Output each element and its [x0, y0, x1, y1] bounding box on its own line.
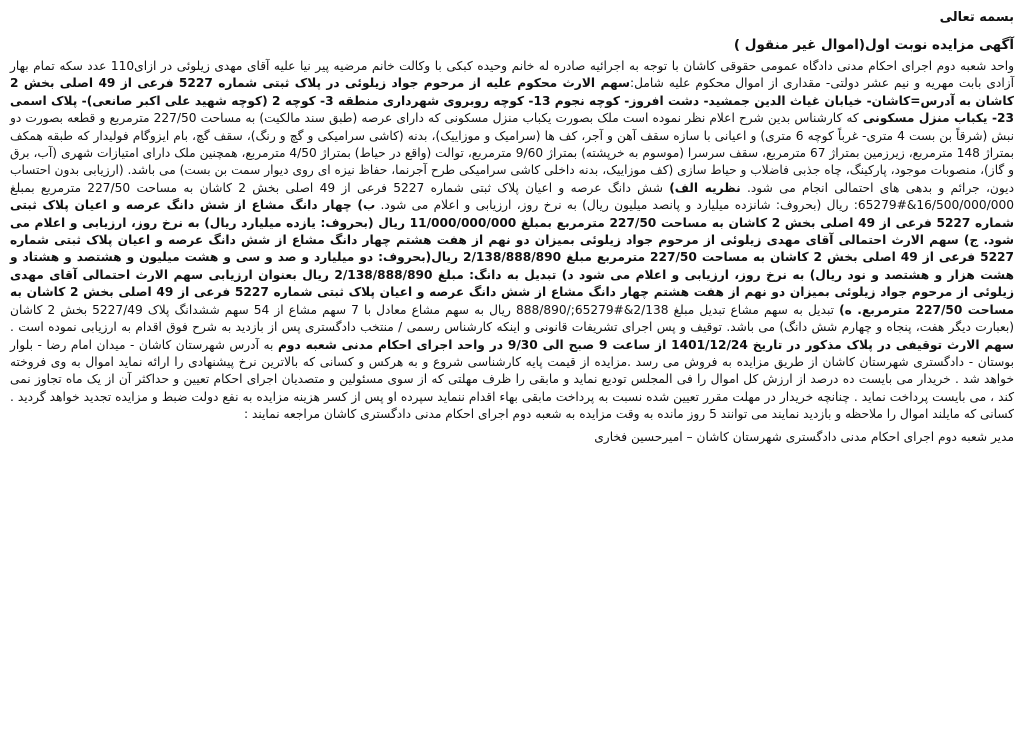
notice-intro: واحد شعبه دوم اجرای احکام مدنی دادگاه عمومی حقوقی کاشان با توجه به اجرائیه صادره له خانم وحیده کبکی با وکالت خانم مرضیه پیر نیا علیه آقای مهدی زیلوئی در ازای110 عدد سکه تمام بهار آزادی بابت مهریه و نیم عشر دولتی- مقداری از اموال محکوم علیه شامل:	[10, 59, 1014, 91]
opinion-b-through-d: ب) چهار دانگ مشاع از شش دانگ عرصه و اعیان پلاک ثبتی شماره 5227 فرعی از 49 اصلی بخش 2 کاشان به مساحت 227/50 مترمربع بمبلغ 11/000/000/000 ریال (بحروف: یازده میلیارد ریال) به نرخ روز، ارزیابی و اعلام می شود. ج) سهم الارث احتمالی آقای مهدی زیلوئی از مرحوم جواد زیلوئی بمیزان دو نهم از هفت هشتم چهار دانگ مشاع از شش دانگ عرصه و اعیان پلاک ثبتی شماره 5227 فرعی از 49 اصلی بخش 2 کاشان به مساحت 227/50 مترمربع مبلغ 2/138/888/890 ریال(بحروف: دو میلیارد و صد و سی و هشت میلیون و هشتصد و هشتاد و هشت هزار و هشتصد و نود ریال) به نرخ روز، ارزیابی و اعلام می شود د) تبدیل به دانگ: مبلغ 2/138/888/890 ریال بعنوان ارزیابی سهم الارث احتمالی آقای مهدی زیلوئی از مرحوم جواد زیلوئی بمیزان دو نهم از هفت هشتم چهار دانگ مشاع از شش دانگ عرصه و اعیان پلاک ثبتی شماره 5227 فرعی از 49 اصلی بخش 2 کاشان به مساحت 227/50 مترمربع. ه)	[10, 198, 1015, 317]
auction-date-location: سهم الارث توقیفی در پلاک مذکور در تاریخ 1401/12/24 از ساعت 9 صبح الی 9/30 در واحد اجرای احکام مدنی شعبه دوم	[277, 337, 1014, 352]
property-address: سهم الارث محکوم علیه از مرحوم جواد زیلوئی در پلاک ثبتی شماره 5227 فرعی از 49 اصلی بخش 2 کاشان به آدرس=کاشان- خیابان غیاث الدین جمشید- دشت افروز- کوچه نجوم 13- کوچه روبروی شهرداری منطقه 3- کوچه 2 (کوچه شهید علی اکبر صانعی)- پلاک اسمی 23- یکباب منزل مسکونی	[10, 76, 1015, 126]
notice-title: آگهی مزایده نوبت اول(اموال غیر منقول )	[733, 37, 1014, 53]
opinion-a-text: شش دانگ عرصه و اعیان پلاک ثبتی شماره 5227 فرعی از 49 اصلی بخش 2 کاشان به مساحت 227/50 مترمربع بمبلغ 16/500/000/000&#65279: ریال (بحروف: شانزده میلیارد و پانصد میلیون ریال) به نرخ روز، ارزیابی و اعلام می شود.	[10, 180, 1014, 213]
opinion-a-label: نظریه الف)	[669, 180, 741, 195]
auction-terms: به آدرس شهرستان کاشان - میدان امام رضا - بلوار بوستان - دادگستری شهرستان کاشان از طریق مزایده به فروش می رسد .مزایده از قیمت پایه کارشناسی شروع و به هرکس و کسانی که بالاترین نرخ پیشنهادی را ارائه نماید اموال به وی فروخته خواهد شد . خریدار می بایست ده درصد از ارزش کل اموال را فی المجلس تودیع نماید و مابقی را ظرف مهلتی که از سوی مسئولین و متصدیان اجرای احکام تعیین و حداکثر آن از یک ماه تجاوز نمی کند ، می بایست پرداخت نماید . چنانچه خریدار در مهلت مقرر تعیین شده نسبت به پرداخت مابقی بهاء اقدام ننماید سپرده او پس از کسر هزینه مزایده به نفع دولت ضبط و مزایده تجدید خواهد گردید . کسانی که مایلند اموال را ملاحظه و بازدید نمایند می توانند 5 روز مانده به وقت مزایده به شعبه دوم اجرای احکام مدنی دادگستری کاشان مراجعه نمایند :	[10, 337, 1014, 422]
opinion-e-text: تبدیل به سهم مشاع تبدیل مبلغ 2/138&#65279;/888/890 ریال به سهم مشاع معادل با 7 سهم مشاع از 54 سهم ششدانگ پلاک 5227/49 بخش 2 کاشان (بعبارت دیگر هفت، پنجاه و چهارم شش دانگ) می باشد. توقیف و پس اجرای تشریفات قانونی و اینکه کارشناس رسمی / منتخب دادگستری پس از بازدید به شرح فوق اقدام به ارزیابی نموده است .	[10, 302, 1014, 335]
signature-line: مدیر شعبه دوم اجرای احکام مدنی دادگستری شهرستان کاشان – امیرحسین فخاری	[594, 429, 1014, 444]
notice-body	[10, 58, 1014, 424]
expert-description: که کارشناس بدین شرح اعلام نظر نموده است ملک بصورت یکباب منزل مسکونی که دارای عرصه (طبق سند مالکیت) به مساحت 227/50 مترمربع و قطعه بصورت دو نبش (شرقاً بن بست 4 متری- غرباً کوچه 6 متری) و اعیانی با سازه سقف آهن و آجر، کف ها (سرامیک و موزاییک)، بدنه (کاشی سرامیکی و گچ و رنگ)، سقف گچ، بام ایزوگام فولیدار که طبقه همکف بمتراژ 148 مترمربع، زیرزمین بمتراژ 67 مترمربع، سقف سرسرا (موسوم به خرپشته) بمتراژ 9/60 مترمربع، توالت (واقع در حیاط) بمتراژ 4/50 مترمربع، همچنین ملک دارای امتیازات شهری (آب، برق و گاز)، منصوبات موجود، پارکینگ، چاه جذبی فاضلاب و حیاط سازی (کف موزاییک، بدنه داخلی کاشی سرامیکی طرح آجرنما، حفاظ نیزه ای روی دیوار سمت بن بست) می باشد. (ارزیابی بدون احتساب دیون، جرائم و بدهی های احتمالی انجام می شود.	[10, 111, 1014, 195]
bismillah-heading: بسمه تعالی	[939, 10, 1014, 25]
